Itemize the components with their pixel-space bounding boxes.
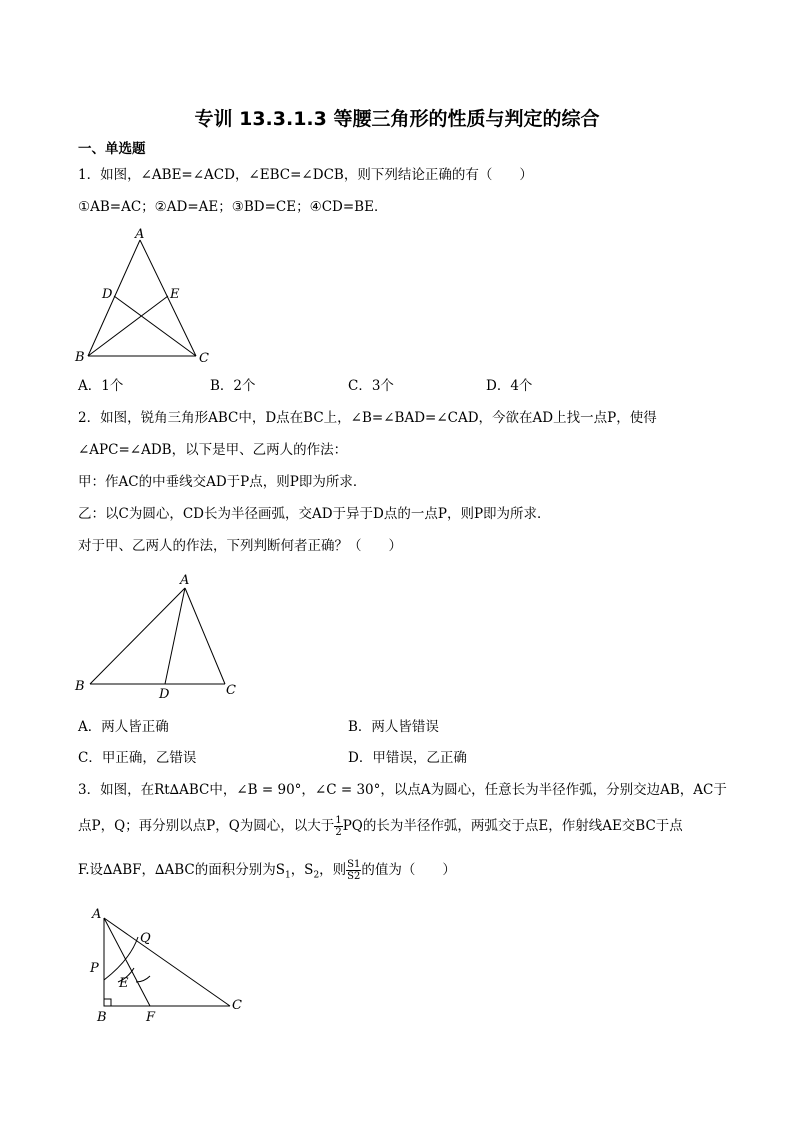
q3-ratio-den: S2 [347,871,361,882]
q1-label-c: C [199,351,209,366]
q1-option-a: A．1个 [78,378,124,394]
q1-option-c: C．3个 [348,378,394,394]
q3-line-1: 3．如图，在Rt∆ABC中，∠B = 90°，∠C = 30°，以点A为圆心，任意长为半径作弧，分别交边AB，AC于 [78,782,727,798]
q3-label-p: P [90,961,99,976]
q2-line-3: 甲：作AC的中垂线交AD于P点，则P即为所求． [78,474,367,490]
q3-label-c: C [232,998,242,1013]
q3-label-b: B [97,1010,107,1025]
q1-items: ①AB=AC；②AD=AE；③BD=CE；④CD=BE． [78,199,388,215]
q3-line-3-part-a: F.设∆ABF，∆ABC的面积分别为S [78,862,285,878]
q3-label-e: E [119,976,129,991]
q2-line-1: 2．如图，锐角三角形ABC中，D点在BC上，∠B=∠BAD=∠CAD，今欲在AD上找一点P，使得 [78,410,657,426]
q1-option-b: B．2个 [210,378,256,394]
page-title: 专训 13.3.1.3 等腰三角形的性质与判定的综合 [194,108,600,130]
q3-sub-2: 2 [313,870,320,881]
q1-label-b: B [75,350,85,365]
q1-label-d: D [102,287,113,302]
section-heading: 一、单选题 [78,141,146,157]
q3-line-3-part-b: ，则 [319,862,347,878]
q1-label-a: A [135,227,145,242]
q2-label-b: B [75,679,85,694]
q3-line-2-part-a: 点P，Q；再分别以点P，Q为圆心，以大于 [78,818,335,834]
q1-stem: 1．如图，∠ABE=∠ACD，∠EBC=∠DCB，则下列结论正确的有（ ） [78,167,533,183]
q1-label-e: E [170,287,180,302]
q2-label-c: C [226,683,236,698]
q2-label-a: A [180,573,190,588]
q3-frac-num: 1 [335,815,342,826]
q3-arc-from-q [136,976,150,982]
q2-line-2: ∠APC=∠ADB，以下是甲、乙两人的作法： [78,442,348,458]
q3-frac-den: 2 [335,827,342,838]
q2-option-c: C．甲正确，乙错误 [78,750,197,766]
q2-option-a: A．两人皆正确 [78,719,169,735]
q1-option-d: D．4个 [486,378,533,394]
q2-option-d: D．甲错误，乙正确 [348,750,467,766]
q2-label-d: D [159,687,170,702]
q3-sub-1: 1 [284,870,291,881]
q2-line-5: 对于甲、乙两人的作法，下列判断何者正确？（ ） [78,538,402,554]
q2-line-4: 乙：以C为圆心，CD长为半径画弧，交AD于异于D点的一点P，则P即为所求． [78,506,551,522]
q3-label-f: F [146,1010,156,1025]
q3-label-q: Q [140,931,151,946]
q3-line-3-sep: ，S [290,862,314,878]
q3-line-3-part-c: 的值为（ ） [361,862,456,878]
q3-right-angle-mark [104,999,111,1006]
q3-label-a: A [92,907,102,922]
q3-ratio-num: S1 [347,859,361,870]
q2-option-b: B．两人皆错误 [348,719,439,735]
q3-line-2-part-b: PQ的长为半径作弧，两弧交于点E，作射线AE交BC于点 [342,818,683,834]
